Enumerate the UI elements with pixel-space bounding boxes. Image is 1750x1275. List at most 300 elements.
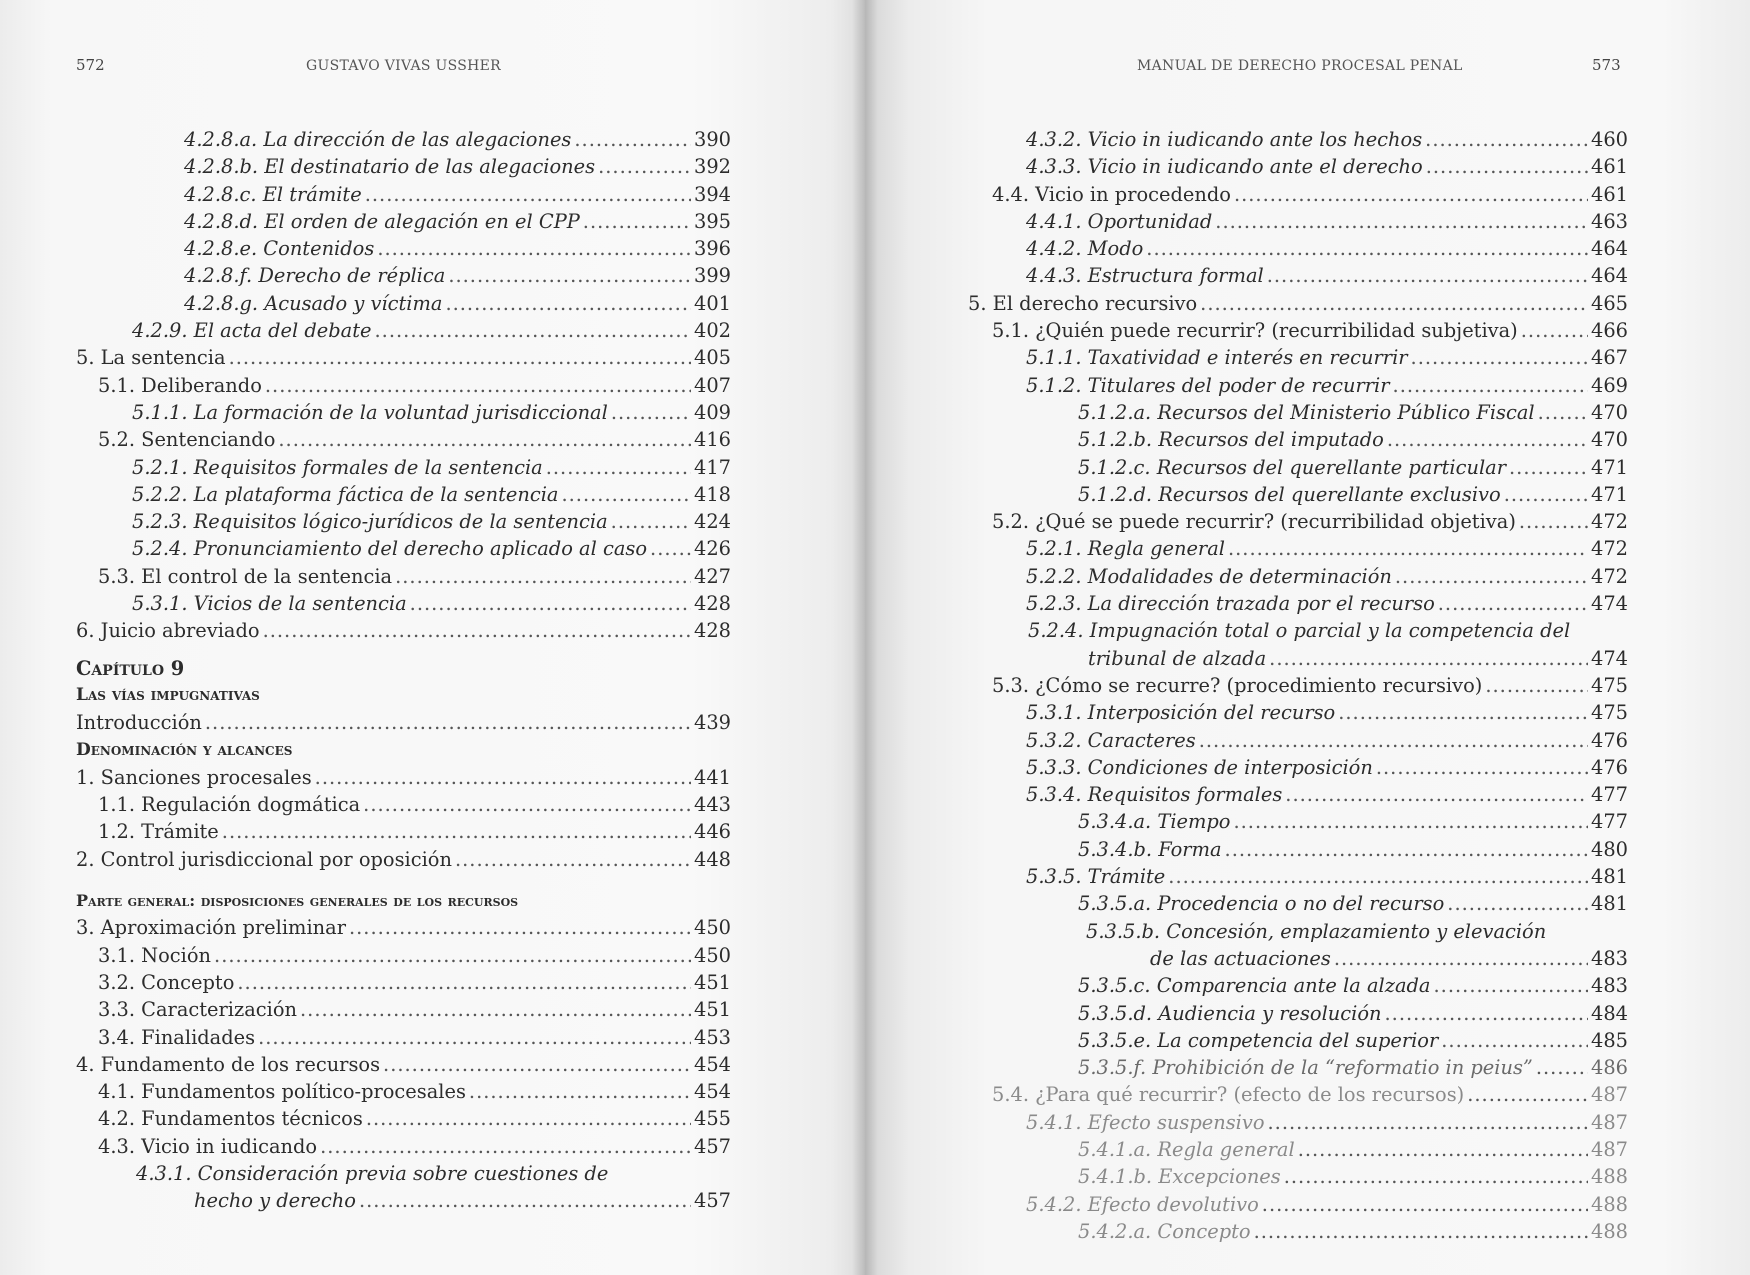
toc-entry-page: 476 [1590,728,1628,752]
toc-entry-label: 5.3. ¿Cómo se recurre? (procedimiento recursivo) [992,673,1483,697]
toc-entry-page: 488 [1590,1165,1628,1189]
toc-group [76,764,731,873]
toc-entry-label: 5.2.3. La dirección trazada por el recurso [1026,592,1435,616]
leader-dots [1334,945,1588,972]
toc-entry [968,1054,1628,1081]
toc-entry-page: 439 [693,711,731,735]
toc-entry [76,481,731,508]
toc-group [968,672,1628,918]
toc-entry-page: 390 [693,128,731,151]
toc-entry-page: 448 [693,847,731,871]
leader-dots [222,818,691,845]
toc-entry-label: 6. Juicio abreviado [76,619,260,643]
toc-entry-label: 5.3.5. Trámite [1026,865,1166,889]
toc-entry-label: 5.3.5.f. Prohibición de la “reformatio in peius” [1078,1056,1533,1080]
toc-entry [968,808,1628,835]
leader-dots [445,290,691,317]
leader-dots [229,344,691,371]
toc-entry [76,208,731,235]
toc-entry-page: 409 [693,400,731,424]
toc-entry-page: 480 [1590,837,1628,861]
toc-entry-page: 450 [693,943,731,967]
toc-entry-page: 472 [1590,564,1628,588]
toc-entry [968,317,1628,344]
part-heading: Parte general: disposiciones generales de los recursos [76,891,519,911]
toc-entry-wrapped [968,617,1628,672]
toc-entry-label: tribunal de alzada [1088,646,1267,670]
toc-entry-page: 481 [1590,892,1628,916]
toc-entry [76,1024,731,1051]
leader-dots [1467,1081,1588,1108]
toc-entry-page: 470 [1590,428,1628,452]
toc-entry-label: de las actuaciones [1150,946,1331,970]
toc-entry-page: 428 [693,592,731,616]
toc-entry [968,235,1628,262]
toc-entry-label: 4.2.8.b. El destinatario de las alegaciones [184,155,596,179]
toc-entry [968,1081,1628,1108]
toc-entry [968,863,1628,890]
toc-entry [968,1163,1628,1190]
toc-entry-page: 484 [1590,1001,1628,1025]
leader-dots [258,1024,691,1051]
leader-dots [214,942,691,969]
leader-dots [265,372,691,399]
toc-entry-page: 461 [1590,182,1628,206]
toc-entry-label: 5. El derecho recursivo [968,291,1198,315]
toc-entry-page: 481 [1590,865,1628,889]
toc-entry [76,508,731,535]
leader-dots [1538,399,1588,426]
toc-entry-label: 4.2.8.e. Contenidos [184,237,375,261]
toc-entry-label: 2. Control jurisdiccional por oposición [76,847,452,871]
toc-entry [968,426,1628,453]
toc-entry-page: 483 [1590,974,1628,998]
table-of-contents [968,126,1628,1245]
leader-dots [1269,645,1588,672]
toc-entry [968,262,1628,289]
toc-entry-label: 5.1.2.b. Recursos del imputado [1078,428,1384,452]
page-number: 573 [1592,56,1621,74]
toc-entry-page: 396 [693,237,731,261]
toc-entry [76,426,731,453]
toc-entry-page: 417 [693,455,731,479]
leader-dots [349,914,691,941]
leader-dots [650,535,691,562]
leader-dots [363,791,691,818]
toc-group [968,126,1628,617]
toc-entry-page: 475 [1590,673,1628,697]
toc-entry [76,764,731,791]
leader-dots [1504,481,1588,508]
toc-entry-page: 392 [693,155,731,179]
toc-entry-label: 1.2. Trámite [98,820,219,844]
toc-entry-label: 3.2. Concepto [98,970,235,994]
toc-group [76,709,731,736]
toc-entry [968,508,1628,535]
toc-entry-page: 475 [1590,701,1628,725]
toc-entry [968,1027,1628,1054]
leader-dots [383,1051,691,1078]
leader-dots [1376,754,1588,781]
toc-entry [76,262,731,289]
toc-entry-label: 5.3.5.e. La competencia del superior [1078,1028,1439,1052]
toc-entry-label: 4.4. Vicio in procedendo [992,182,1231,206]
leader-dots [237,969,691,996]
toc-entry-wrapped [968,918,1628,973]
leader-dots [1228,535,1588,562]
toc-entry-page: 454 [693,1080,731,1104]
leader-dots [375,317,691,344]
leader-dots [1199,727,1588,754]
toc-entry [968,208,1628,235]
toc-entry-label: 3. Aproximación preliminar [76,916,346,940]
toc-entry [76,535,731,562]
toc-entry-page: 487 [1590,1110,1628,1134]
toc-entry [968,972,1628,999]
toc-entry-page: 472 [1590,537,1628,561]
toc-entry-label: 5.2.1. Regla general [1026,537,1225,561]
toc-entry-page: 428 [693,619,731,643]
toc-entry [968,153,1628,180]
toc-entry [76,996,731,1023]
toc-entry [968,181,1628,208]
toc-entry-page: 466 [1590,319,1628,343]
book-gutter [852,0,878,1275]
toc-entry-page: 477 [1590,783,1628,807]
table-of-contents [76,126,731,1215]
toc-entry-label: 4. Fundamento de los recursos [76,1052,381,1076]
leader-dots [1298,1136,1588,1163]
toc-entry-label: 5.4.2. Efecto devolutivo [1026,1192,1259,1216]
toc-entry-page: 485 [1590,1028,1628,1052]
toc-entry-label: 4.2.8.a. La dirección de las alegaciones [184,128,572,151]
toc-entry-page: 463 [1590,209,1628,233]
toc-entry-label: 4.2.8.g. Acusado y víctima [184,291,443,315]
toc-entry-label: 4.3. Vicio in iudicando [98,1134,318,1158]
toc-entry [76,969,731,996]
leader-dots [574,126,691,153]
leader-dots [278,426,691,453]
toc-entry-page: 488 [1590,1219,1628,1243]
toc-entry-label: 5.3.1. Vicios de la sentencia [132,592,407,616]
leader-dots [1168,863,1588,890]
toc-entry-label: 5.4.1.b. Excepciones [1078,1165,1281,1189]
toc-entry-label: 4.3.2. Vicio in iudicando ante los hechos [1026,128,1423,151]
toc-entry [968,454,1628,481]
toc-entry-wrapped [76,1160,731,1215]
toc-entry-page: 454 [693,1052,731,1076]
leader-dots [546,454,691,481]
toc-entry-page: 427 [693,564,731,588]
toc-entry-label: 5. La sentencia [76,346,226,370]
leader-dots [1338,699,1588,726]
toc-entry-page: 460 [1590,128,1628,151]
toc-group [968,972,1628,1245]
toc-entry-label: 5.2. ¿Qué se puede recurrir? (recurribilidad objetiva) [992,510,1516,534]
left-page [0,0,865,1275]
leader-dots [1267,262,1588,289]
leader-dots [315,764,691,791]
toc-entry-page: 464 [1590,264,1628,288]
leader-dots [448,262,691,289]
leader-dots [1215,208,1588,235]
toc-entry [76,1078,731,1105]
toc-entry-page: 465 [1590,291,1628,315]
leader-dots [598,153,691,180]
toc-entry-page: 441 [693,765,731,789]
toc-entry-page: 401 [693,291,731,315]
toc-entry [968,1000,1628,1027]
toc-entry [76,590,731,617]
toc-entry-label: 5.2.2. Modalidades de determinación [1026,564,1392,588]
toc-entry-label: 5.4.1. Efecto suspensivo [1026,1110,1265,1134]
toc-entry [76,914,731,941]
toc-entry-label: 5.2.4. Impugnación total o parcial y la competencia del [1028,619,1571,643]
leader-dots [359,1187,691,1214]
toc-entry-page: 453 [693,1025,731,1049]
leader-dots [455,846,691,873]
toc-entry [968,727,1628,754]
toc-entry-label: hecho y derecho [194,1189,356,1213]
toc-entry [968,836,1628,863]
right-page [865,0,1750,1275]
toc-entry [968,372,1628,399]
toc-entry-page: 477 [1590,810,1628,834]
leader-dots [1509,454,1588,481]
leader-dots [365,181,691,208]
toc-entry-label: 4.2. Fundamentos técnicos [98,1107,363,1131]
leader-dots [1234,181,1588,208]
toc-entry-label: 1.1. Regulación dogmática [98,793,361,817]
leader-dots [1441,1027,1588,1054]
toc-entry-page: 407 [693,373,731,397]
toc-entry-label: 4.3.1. Consideración previa sobre cuestiones de [136,1161,609,1185]
toc-entry-page: 399 [693,264,731,288]
toc-entry-page: 450 [693,916,731,940]
toc-entry-label: 5.1.2.d. Recursos del querellante exclusivo [1078,482,1501,506]
toc-entry [76,1133,731,1160]
leader-dots [1285,781,1588,808]
toc-entry-page: 487 [1590,1137,1628,1161]
leader-dots [611,399,691,426]
toc-entry [968,1136,1628,1163]
leader-dots [263,617,691,644]
toc-entry-page: 395 [693,209,731,233]
toc-entry-label: 5.4.1.a. Regla general [1078,1137,1295,1161]
toc-entry [76,181,731,208]
toc-entry [76,317,731,344]
toc-entry-page: 402 [693,319,731,343]
toc-entry-page: 476 [1590,755,1628,779]
toc-entry [968,1109,1628,1136]
toc-entry-label: 5.1.2.a. Recursos del Ministerio Público Fiscal [1078,400,1535,424]
toc-entry-label: 5.1.2. Titulares del poder de recurrir [1026,373,1390,397]
toc-entry-page: 471 [1590,482,1628,506]
leader-dots [395,563,691,590]
toc-entry-page: 469 [1590,373,1628,397]
toc-entry-label: 5.1.1. La formación de la voluntad jurisdiccional [132,400,608,424]
toc-entry-label: 4.4.1. Oportunidad [1026,209,1213,233]
toc-entry [968,290,1628,317]
toc-entry [76,454,731,481]
leader-dots [1438,590,1588,617]
toc-entry-page: 483 [1590,946,1628,970]
toc-entry-label: 5.3.4.a. Tiempo [1078,810,1231,834]
toc-entry-label: 4.2.8.c. El trámite [184,182,362,206]
toc-entry-label: 5.3.4.b. Forma [1078,837,1222,861]
toc-entry-page: 467 [1590,346,1628,370]
running-head: MANUAL DE DERECHO PROCESAL PENAL [1137,58,1463,74]
toc-entry [76,1105,731,1132]
toc-entry-label: 5.2.4. Pronunciamiento del derecho aplicado al caso [132,537,648,561]
leader-dots [205,709,691,736]
toc-entry [76,617,731,644]
toc-entry-label: 5.2.1. Requisitos formales de la sentencia [132,455,543,479]
leader-dots [410,590,691,617]
toc-entry-label: 5.3.5.c. Comparencia ante la alzada [1078,974,1431,998]
toc-entry-page: 416 [693,428,731,452]
leader-dots [1393,372,1588,399]
toc-entry-label: 5.1. Deliberando [98,373,262,397]
running-head: GUSTAVO VIVAS USSHER [306,58,502,74]
leader-dots [366,1105,691,1132]
toc-entry-label: 5.3.5.d. Audiencia y resolución [1078,1001,1382,1025]
toc-entry [76,372,731,399]
toc-entry [76,153,731,180]
toc-entry-page: 424 [693,510,731,534]
toc-entry-label: 5.3.2. Caracteres [1026,728,1196,752]
toc-entry-page: 486 [1590,1056,1628,1080]
toc-entry-page: 451 [693,998,731,1022]
toc-entry-label: 5.2.2. La plataforma fáctica de la sentencia [132,482,559,506]
toc-entry-label: 5.1.2.c. Recursos del querellante particular [1078,455,1506,479]
toc-entry-label: 5.1. ¿Quién puede recurrir? (recurribilidad subjetiva) [992,319,1518,343]
leader-dots [1268,1109,1588,1136]
leader-dots [1519,508,1588,535]
toc-entry-label: 4.4.2. Modo [1026,237,1144,261]
toc-entry [968,399,1628,426]
toc-entry [76,791,731,818]
toc-entry [968,1191,1628,1218]
toc-entry-label: 5.3.1. Interposición del recurso [1026,701,1336,725]
toc-entry-page: 474 [1590,646,1628,670]
toc-entry-label: 3.4. Finalidades [98,1025,256,1049]
chapter-title: Las vías impugnativas [76,684,260,705]
toc-entry [968,126,1628,153]
leader-dots [1146,235,1588,262]
toc-group [76,126,731,645]
leader-dots [1434,972,1588,999]
leader-dots [1425,126,1588,153]
toc-entry-label: 3.1. Noción [98,943,212,967]
toc-entry [76,846,731,873]
chapter-label: Capítulo 9 [76,656,185,680]
leader-dots [1254,1218,1588,1245]
toc-entry-page: 418 [693,482,731,506]
leader-dots [1395,563,1588,590]
leader-dots [1426,153,1588,180]
toc-entry [968,481,1628,508]
toc-entry [968,781,1628,808]
toc-entry-page: 457 [693,1189,731,1213]
toc-entry-page: 474 [1590,592,1628,616]
toc-entry-page: 455 [693,1107,731,1131]
toc-entry [76,399,731,426]
toc-entry-page: 394 [693,182,731,206]
toc-entry [76,563,731,590]
toc-entry-label: Introducción [76,711,202,735]
toc-entry [968,535,1628,562]
toc-entry-label: 5.2. Sentenciando [98,428,276,452]
leader-dots [583,208,691,235]
leader-dots [1411,344,1588,371]
toc-entry [76,709,731,736]
toc-entry-page: 451 [693,970,731,994]
toc-entry-page: 472 [1590,510,1628,534]
toc-entry-label: 4.2.8.f. Derecho de réplica [184,264,446,288]
toc-entry [968,890,1628,917]
toc-entry-label: 4.4.3. Estructura formal [1026,264,1264,288]
leader-dots [1385,1000,1588,1027]
leader-dots [377,235,691,262]
toc-entry-label: 5.4.2.a. Concepto [1078,1219,1251,1243]
toc-entry [76,1051,731,1078]
leader-dots [1284,1163,1588,1190]
toc-entry-label: 4.3.3. Vicio in iudicando ante el derecho [1026,155,1423,179]
toc-entry [76,818,731,845]
leader-dots [320,1133,691,1160]
toc-entry [968,344,1628,371]
toc-entry-label: 5.3.3. Condiciones de interposición [1026,755,1373,779]
toc-entry [76,344,731,371]
toc-entry-page: 471 [1590,455,1628,479]
leader-dots [1521,317,1588,344]
toc-entry-label: 4.1. Fundamentos político-procesales [98,1080,466,1104]
toc-entry-label: 5.2.3. Requisitos lógico-jurídicos de la sentencia [132,510,608,534]
section-heading: Denominación y alcances [76,739,293,760]
toc-entry-page: 443 [693,793,731,817]
toc-entry [968,699,1628,726]
toc-entry-label: 4.2.8.d. El orden de alegación en el CPP [184,209,580,233]
toc-entry-label: 5.3. El control de la sentencia [98,564,393,588]
leader-dots [1225,836,1588,863]
toc-entry-page: 457 [693,1134,731,1158]
toc-entry [968,1218,1628,1245]
toc-entry-page: 464 [1590,237,1628,261]
toc-entry [76,290,731,317]
toc-entry-page: 488 [1590,1192,1628,1216]
toc-entry [76,235,731,262]
toc-entry-page: 461 [1590,155,1628,179]
leader-dots [1233,808,1588,835]
toc-entry-label: 1. Sanciones procesales [76,765,312,789]
toc-entry-page: 470 [1590,400,1628,424]
toc-entry [968,672,1628,699]
toc-entry [968,754,1628,781]
leader-dots [611,508,691,535]
toc-entry [76,942,731,969]
toc-entry-page: 405 [693,346,731,370]
leader-dots [1536,1054,1588,1081]
toc-entry-page: 426 [693,537,731,561]
leader-dots [469,1078,691,1105]
toc-entry-label: 5.3.5.a. Procedencia o no del recurso [1078,892,1445,916]
toc-entry [76,126,731,153]
toc-entry-label: 5.3.4. Requisitos formales [1026,783,1283,807]
leader-dots [300,996,691,1023]
leader-dots [561,481,691,508]
toc-entry-page: 446 [693,820,731,844]
